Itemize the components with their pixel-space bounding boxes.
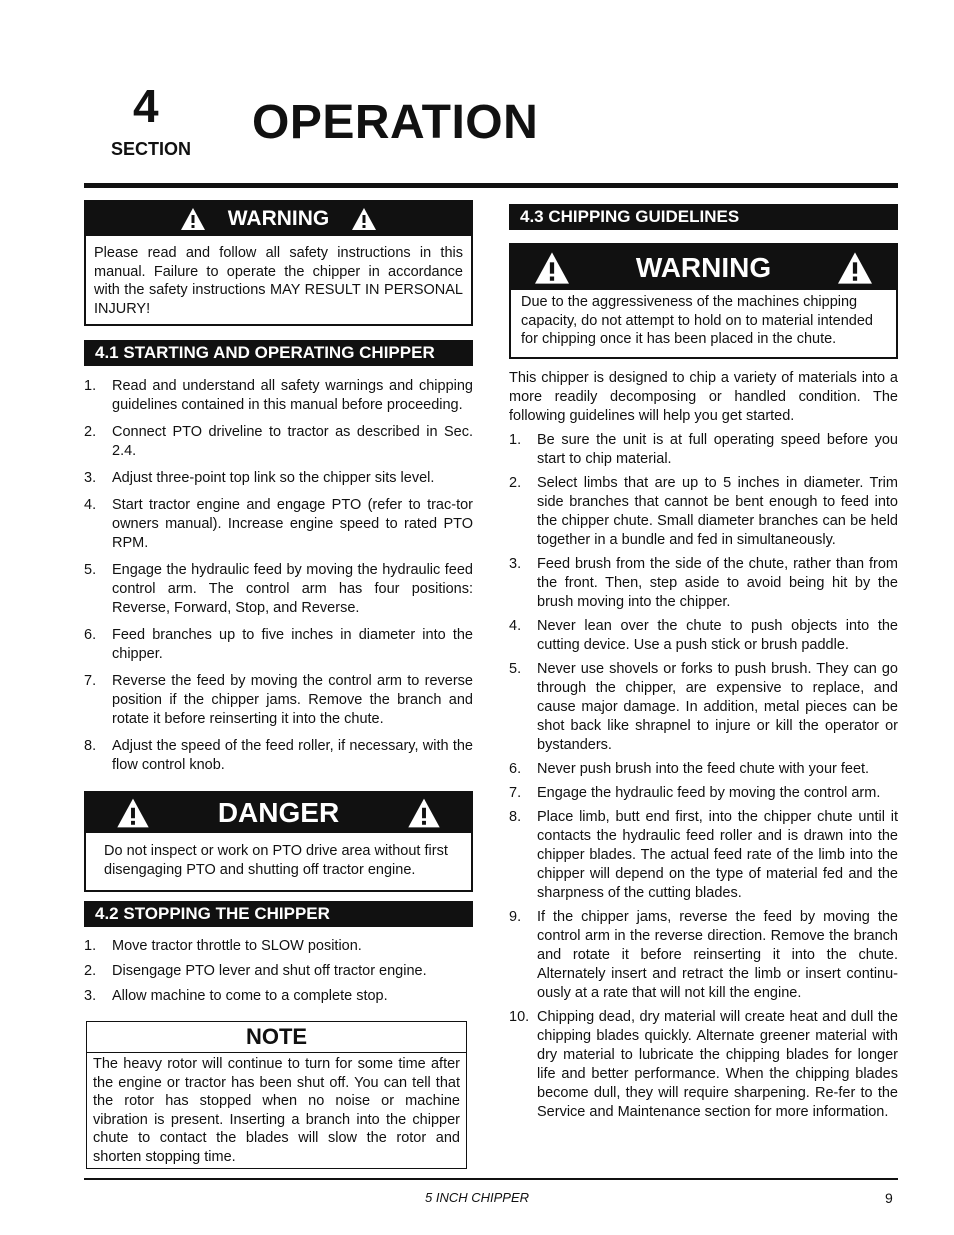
list-item (509, 908, 898, 1003)
list-item (84, 423, 473, 461)
list-item-number: 2. (84, 963, 97, 979)
section-heading-4-2: 4.2 STOPPING THE CHIPPER (84, 901, 473, 927)
chute-warning-header (511, 245, 896, 290)
list-item-text: Place limb, butt end first, into the chipper chute until it contacts the hydraulic feed roller and is drawn into the chipper blades. The actual feed rate of the limb into the chipper will depend on the type of material fed and the sharpness of the cutting blades. (537, 809, 898, 901)
list-item (84, 496, 473, 553)
danger-label: DANGER (217, 797, 340, 828)
list-item (84, 626, 473, 664)
list-item (84, 377, 473, 415)
note-text: The heavy rotor will continue to turn for some time after the engine or tractor has been shut off. You can tell that the rotor has stopped when no noise or machine vibration is present. Inserting a branch into the chipper chute to contact the blades will slow the rotor and shorten stopping time. (93, 1056, 460, 1165)
warning-box (84, 200, 473, 326)
list-item-text: Start tractor engine and engage PTO (refer to trac-tor owners manual). Increase engine speed to rated PTO RPM. (112, 497, 473, 551)
list-item-number: 10. (509, 1009, 530, 1025)
list-item-number: 5. (509, 661, 522, 677)
list-item-number: 3. (84, 470, 97, 486)
list-item-text: Be sure the unit is at full operating speed before you start to chip material. (537, 432, 898, 467)
list-item-number: 8. (509, 809, 522, 825)
list-item-text: Engage the hydraulic feed by moving the control arm. (537, 785, 881, 801)
section-heading-4-3: 4.3 CHIPPING GUIDELINES (509, 204, 898, 230)
list-item (509, 555, 898, 612)
list-item-number: 4. (509, 618, 522, 634)
list-item-text: Adjust three-point top link so the chipper sits level. (112, 470, 435, 486)
list-item-text: Reverse the feed by moving the control arm to reverse position if the chipper jams. Remove the branch and rotate it before reinserting it into the chute. (112, 673, 473, 727)
warning-triangle-icon (407, 797, 441, 829)
list-item-text: Never use shovels or forks to push brush. They can go through the chipper, are expensive to replace, and cause major damage. In addition, metal pieces can be shot back like shrapnel to injure or kill the operator or bystanders. (537, 661, 898, 753)
list-item (84, 962, 473, 981)
list-item-text: Engage the hydraulic feed by moving the hydraulic feed control arm. The control arm has four positions: Reverse, Forward, Stop, and Reverse. (112, 562, 473, 616)
danger-text: Do not inspect or work on PTO drive area without first disengaging PTO and shutting off tractor engine. (104, 843, 448, 878)
list-item-text: Read and understand all safety warnings and chipping guidelines contained in this manual before proceeding. (112, 378, 473, 413)
list-item (84, 469, 473, 488)
list-item-number: 1. (84, 938, 97, 954)
list-item (84, 672, 473, 729)
chute-warning-box (509, 243, 898, 359)
list-item (509, 808, 898, 903)
starting-steps-list (84, 377, 473, 783)
warning-header (86, 202, 471, 236)
list-item-text: Never lean over the chute to push objects into the cutting device. Use a push stick or brush paddle. (537, 618, 898, 653)
list-item-text: If the chipper jams, reverse the feed by moving the control arm in the reverse direction. Remove the branch and rotate it before reinserting it into the chute. Alternately insert and retract the limb or insert continu-ously at a rate that will not kill the engine. (537, 909, 898, 1001)
warning-triangle-icon (533, 251, 571, 285)
section-heading-4-1: 4.1 STARTING AND OPERATING CHIPPER (84, 340, 473, 366)
list-item (509, 660, 898, 755)
note-box (86, 1021, 467, 1169)
guidelines-list (509, 431, 898, 1127)
warning-triangle-icon (116, 797, 150, 829)
list-item-number: 2. (84, 424, 97, 440)
list-item-number: 2. (509, 475, 522, 491)
footer-rule (84, 1178, 898, 1180)
list-item-number: 1. (509, 432, 522, 448)
list-item (509, 474, 898, 550)
chute-warning-text: Due to the aggressiveness of the machines chipping capacity, do not attempt to hold on to material intended for chipping once it has been placed in the chute. (521, 294, 873, 348)
list-item-text: Connect PTO driveline to tractor as described in Sec. 2.4. (112, 424, 473, 459)
list-item-text: Select limbs that are up to 5 inches in diameter. Trim side branches that cannot be bent enough to feed into the chipper chute. Small diameter branches can be held together in a bundle and fed in simultaneously. (537, 475, 898, 548)
list-item-number: 1. (84, 378, 97, 394)
footer-title: 5 INCH CHIPPER (424, 1190, 530, 1205)
list-item-number: 7. (84, 673, 97, 689)
section-number: 4 (133, 80, 159, 132)
list-item-text: Allow machine to come to a complete stop. (112, 988, 388, 1004)
list-item (509, 784, 898, 803)
list-item-number: 5. (84, 562, 97, 578)
guidelines-intro: This chipper is designed to chip a variety of materials into a more readily decomposing or handled condition. The following guidelines will help you get started. (509, 370, 898, 424)
list-item-text: Chipping dead, dry material will create heat and dull the chipping blades quickly. Alternate greener material with dry material to lubricate the chipping blades for longer life and better performance. When the chipping blades become dull, they will require sharpening. Re-fer to the Service and Maintenance section for more information. (537, 1009, 898, 1120)
danger-box (84, 791, 473, 892)
list-item (509, 617, 898, 655)
list-item (84, 737, 473, 775)
list-item-number: 3. (509, 556, 522, 572)
warning-label: WARNING (227, 207, 330, 230)
list-item (509, 431, 898, 469)
warning-triangle-icon (180, 207, 206, 231)
list-item-text: Disengage PTO lever and shut off tractor engine. (112, 963, 427, 979)
list-item-text: Adjust the speed of the feed roller, if necessary, with the flow control knob. (112, 738, 473, 773)
list-item-number: 4. (84, 497, 97, 513)
list-item-text: Feed brush from the side of the chute, rather than from the front. Then, step aside to avoid being hit by the brush moving into the chipper. (537, 556, 898, 610)
stopping-steps-list (84, 937, 473, 1012)
list-item-number: 8. (84, 738, 97, 754)
list-item (84, 987, 473, 1006)
danger-header (86, 793, 471, 833)
list-item (509, 1008, 898, 1122)
header-rule (84, 183, 898, 188)
warning-text: Please read and follow all safety instructions in this manual. Failure to operate the chipper in accordance with the safety instructions MAY RESULT IN PERSONAL INJURY! (94, 245, 463, 317)
list-item-number: 7. (509, 785, 522, 801)
list-item (84, 937, 473, 956)
list-item-text: Move tractor throttle to SLOW position. (112, 938, 362, 954)
list-item-number: 3. (84, 988, 97, 1004)
list-item-number: 6. (84, 627, 97, 643)
page-number: 9 (885, 1190, 893, 1206)
warning-triangle-icon (836, 251, 874, 285)
list-item-number: 9. (509, 909, 522, 925)
chute-warning-label: WARNING (635, 251, 772, 283)
note-label: NOTE (87, 1022, 466, 1053)
page-title: OPERATION (252, 96, 539, 149)
list-item-number: 6. (509, 761, 522, 777)
section-label: SECTION (111, 139, 192, 159)
list-item-text: Feed branches up to five inches in diameter into the chipper. (112, 627, 473, 662)
list-item (509, 760, 898, 779)
warning-triangle-icon (351, 207, 377, 231)
list-item (84, 561, 473, 618)
list-item-text: Never push brush into the feed chute with your feet. (537, 761, 870, 777)
